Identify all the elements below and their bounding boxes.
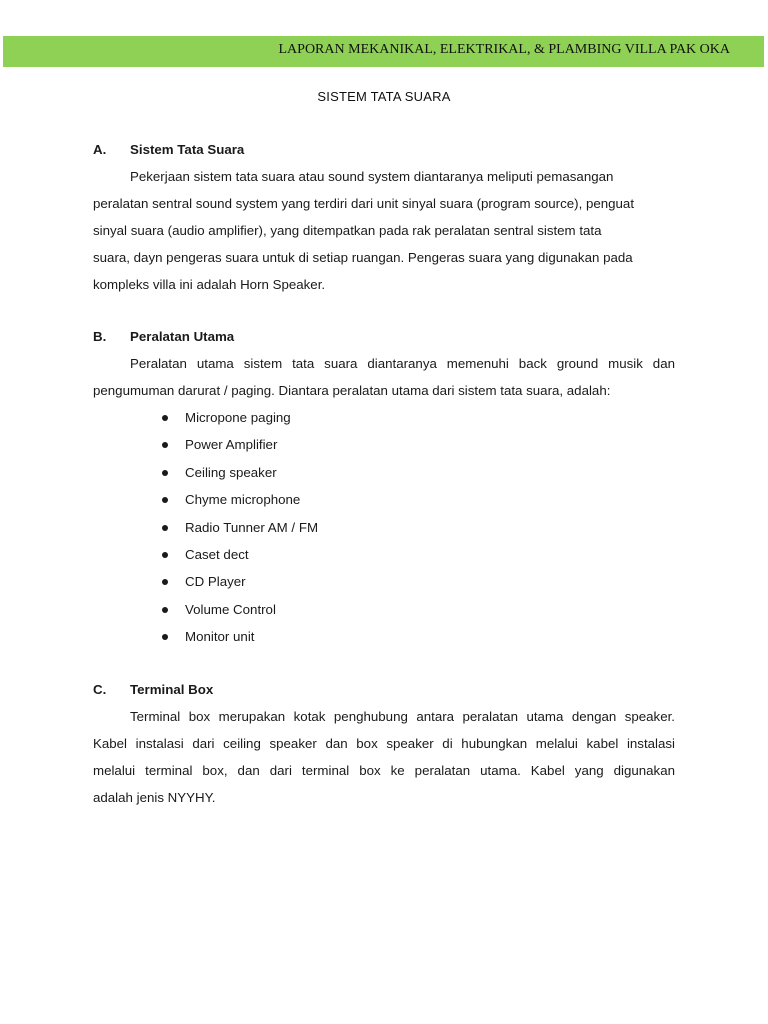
section-b [93, 323, 675, 651]
section-c-paragraph [93, 703, 675, 811]
list-item [93, 486, 675, 513]
bullet-icon [162, 579, 168, 585]
paragraph-line: Kabel instalasi dari ceiling speaker dan box speaker di hubungkan melalui kabel instalasi [93, 736, 675, 751]
bullet-icon [162, 552, 168, 558]
list-item-text: Caset dect [185, 546, 249, 562]
list-item-text: Ceiling speaker [185, 464, 277, 480]
section-a-letter: A. [93, 142, 107, 157]
paragraph-line: kompleks villa ini adalah Horn Speaker. [93, 277, 326, 292]
header-title: LAPORAN MEKANIKAL, ELEKTRIKAL, & PLAMBING VILLA PAK OKA [278, 42, 730, 57]
paragraph-line: melalui terminal box, dan dari terminal box ke peralatan utama. Kabel yang digunakan [93, 763, 675, 778]
paragraph-line: Terminal box merupakan kotak penghubung antara peralatan utama dengan speaker. [130, 709, 675, 724]
section-b-heading [93, 323, 675, 350]
paragraph-line: suara, dayn pengeras suara untuk di setiap ruangan. Pengeras suara yang digunakan pada [93, 250, 633, 265]
paragraph-line: pengumuman darurat / paging. Diantara peralatan utama dari sistem tata suara, adalah: [93, 383, 611, 398]
section-a-title: Sistem Tata Suara [130, 142, 245, 157]
section-b-paragraph [93, 350, 675, 404]
section-b-title: Peralatan Utama [130, 329, 235, 344]
list-item [93, 541, 675, 568]
section-a-paragraph [93, 163, 675, 298]
bullet-icon [162, 497, 168, 503]
section-c-heading [93, 676, 675, 703]
list-item [93, 431, 675, 458]
bullet-icon [162, 525, 168, 531]
section-c-letter: C. [93, 682, 107, 697]
list-item [93, 568, 675, 595]
list-item-text: Radio Tunner AM / FM [185, 519, 319, 535]
bullet-icon [162, 470, 168, 476]
section-b-letter: B. [93, 329, 107, 344]
list-item-text: CD Player [185, 574, 246, 590]
bullet-icon [162, 415, 168, 421]
section-c [93, 676, 675, 811]
list-item-text: Power Amplifier [185, 437, 278, 453]
paragraph-line: peralatan sentral sound system yang terdiri dari unit sinyal suara (program source), penguat [93, 196, 635, 211]
section-a-heading [93, 136, 675, 163]
list-item-text: Chyme microphone [185, 492, 301, 508]
paragraph-line: Pekerjaan sistem tata suara atau sound system diantaranya meliputi pemasangan [130, 169, 614, 184]
section-a [93, 136, 675, 298]
section-c-title: Terminal Box [130, 682, 214, 697]
list-item-text: Monitor unit [185, 629, 255, 645]
list-item [93, 596, 675, 623]
list-item [93, 459, 675, 486]
header-band [3, 36, 764, 67]
list-item-text: Micropone paging [185, 410, 291, 425]
bullet-icon [162, 442, 168, 448]
list-item-text: Volume Control [185, 601, 276, 617]
list-item [93, 514, 675, 541]
list-item [93, 623, 675, 650]
bullet-icon [162, 607, 168, 613]
paragraph-line: adalah jenis NYYHY. [93, 790, 216, 805]
bullet-icon [162, 634, 168, 640]
paragraph-line: Peralatan utama sistem tata suara diantaranya memenuhi back ground musik dan [130, 356, 675, 371]
list-item [93, 404, 675, 431]
document-title: SISTEM TATA SUARA [317, 89, 451, 104]
paragraph-line: sinyal suara (audio amplifier), yang ditempatkan pada rak peralatan sentral sistem tata [93, 223, 602, 238]
equipment-list [93, 404, 675, 651]
